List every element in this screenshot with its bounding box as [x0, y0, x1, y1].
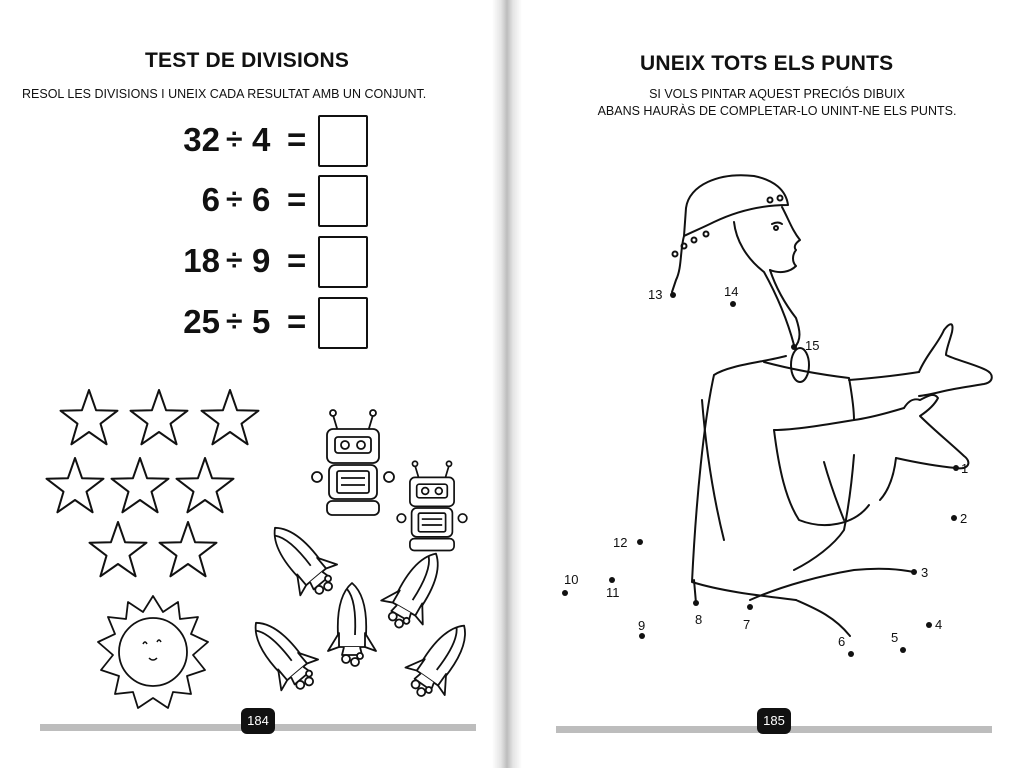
star-icon	[112, 458, 169, 512]
rocket-icon	[257, 512, 347, 606]
page-title: TEST DE DIVISIONS	[145, 49, 350, 72]
star-set[interactable]	[47, 390, 259, 576]
dot-label: 15	[805, 338, 820, 353]
figure-outline	[672, 175, 992, 636]
connect-the-dots-drawing	[524, 0, 1024, 768]
dot-5[interactable]	[891, 630, 906, 653]
dot-label: 5	[891, 630, 899, 645]
page-number: 184	[241, 708, 275, 734]
dot-10[interactable]	[562, 572, 578, 596]
dot-12[interactable]	[613, 535, 643, 550]
dot-1[interactable]	[953, 461, 968, 476]
equals-sign: =	[287, 121, 307, 158]
instruction-line: SI VOLS PINTAR AQUEST PRECIÓS DIBUIX	[649, 87, 905, 101]
dot-7[interactable]	[743, 604, 753, 632]
page-number: 185	[757, 708, 791, 734]
sun-set[interactable]	[98, 596, 208, 708]
dot-label: 10	[564, 572, 579, 587]
robot-icon	[397, 461, 467, 550]
dividend: 6	[201, 181, 220, 218]
dot-11[interactable]	[606, 577, 620, 600]
page-title: UNEIX TOTS ELS PUNTS	[640, 52, 894, 75]
dot-2[interactable]	[951, 511, 967, 526]
dot-label: 4	[935, 617, 943, 632]
right-page	[524, 0, 1024, 768]
divide-operator: ÷	[226, 305, 243, 338]
star-icon	[47, 458, 104, 512]
rocket-icon	[238, 607, 328, 701]
divisor: 6	[252, 181, 271, 218]
equals-sign: =	[287, 303, 307, 340]
instruction-line: ABANS HAURÀS DE COMPLETAR-LO UNINT-NE ELS PUNTS.	[597, 104, 957, 118]
divisor: 5	[252, 303, 271, 340]
dot-14[interactable]	[724, 284, 738, 307]
divisor: 4	[252, 121, 271, 158]
equals-sign: =	[287, 242, 307, 279]
star-icon	[61, 390, 118, 444]
divide-operator: ÷	[226, 123, 243, 156]
dividend: 25	[183, 303, 220, 340]
star-icon	[131, 390, 188, 444]
dot-label: 9	[638, 618, 646, 633]
dot-9[interactable]	[638, 618, 645, 639]
dot-label: 6	[838, 634, 846, 649]
rocket-icon	[328, 583, 376, 666]
dot-13[interactable]	[648, 287, 676, 302]
dot-4[interactable]	[926, 617, 942, 632]
dividend: 18	[183, 242, 220, 279]
dot-label: 1	[961, 461, 969, 476]
illustrations-left	[0, 0, 500, 768]
dot-label: 7	[743, 617, 751, 632]
equals-sign: =	[287, 181, 307, 218]
divide-operator: ÷	[226, 244, 243, 277]
star-icon	[90, 522, 147, 576]
page-instruction: RESOL LES DIVISIONS I UNEIX CADA RESULTAT AMB UN CONJUNT.	[22, 87, 427, 101]
star-icon	[202, 390, 259, 444]
divide-operator: ÷	[226, 183, 243, 216]
dot-label: 8	[695, 612, 703, 627]
dividend: 32	[183, 121, 220, 158]
rocket-icon	[397, 612, 484, 708]
dot-label: 14	[724, 284, 739, 299]
sun-icon	[98, 596, 208, 708]
divisor: 9	[252, 242, 271, 279]
left-page	[0, 0, 500, 768]
numbered-dots	[562, 284, 968, 657]
robot-icon	[312, 410, 394, 515]
star-icon	[177, 458, 234, 512]
robot-set[interactable]	[312, 410, 467, 551]
dot-label: 3	[921, 565, 929, 580]
dot-6[interactable]	[838, 634, 854, 657]
star-icon	[160, 522, 217, 576]
dot-label: 13	[648, 287, 663, 302]
dot-8[interactable]	[693, 600, 702, 627]
dot-label: 2	[960, 511, 968, 526]
dot-label: 12	[613, 535, 628, 550]
dot-label: 11	[606, 585, 620, 600]
rocket-icon	[374, 542, 457, 638]
dot-3[interactable]	[911, 565, 928, 580]
